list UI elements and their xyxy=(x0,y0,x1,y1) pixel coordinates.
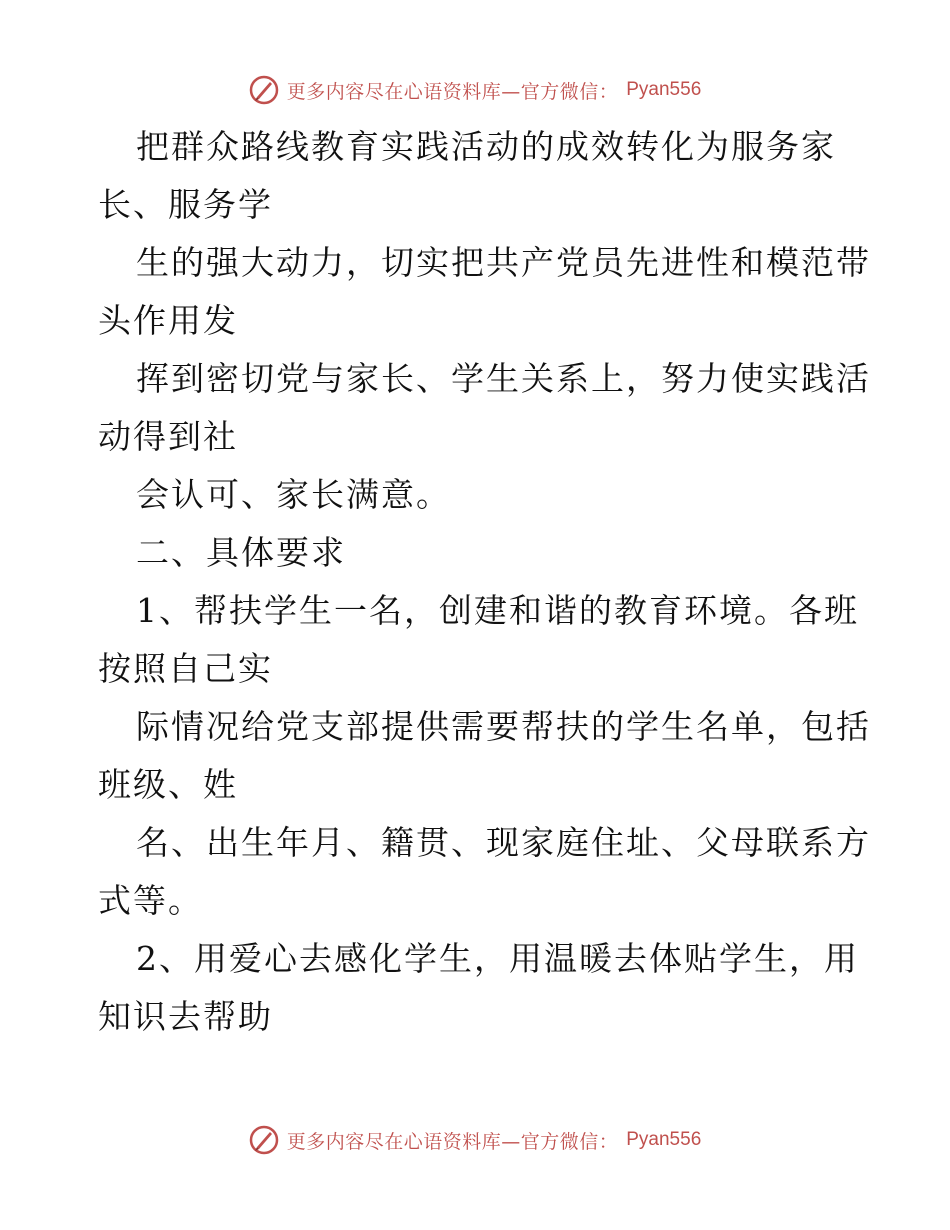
quill-logo-icon xyxy=(249,75,279,105)
text-line: 式等。 xyxy=(98,881,203,920)
watermark-text: 更多内容尽在心语资料库—官方微信： xyxy=(286,80,619,103)
text-line: 名、出生年月、籍贯、现家庭住址、父母联系方 xyxy=(136,823,871,862)
watermark-wechat-id: Pyan556 xyxy=(626,1129,702,1150)
quill-logo-icon xyxy=(249,1125,279,1155)
text-line: 动得到社 xyxy=(98,417,238,456)
text-line: 把群众路线教育实践活动的成效转化为服务家 xyxy=(136,127,836,166)
text-line: 长、服务学 xyxy=(98,185,273,224)
text-line: 知识去帮助 xyxy=(98,997,273,1036)
text-line: 际情况给党支部提供需要帮扶的学生名单，包括 xyxy=(136,707,871,746)
text-line: 按照自己实 xyxy=(98,649,273,688)
watermark-wechat-id: Pyan556 xyxy=(626,79,702,100)
section-heading: 二、具体要求 xyxy=(136,533,346,572)
text-line: 生的强大动力，切实把共产党员先进性和模范带 xyxy=(136,243,871,282)
text-line: 会认可、家长满意。 xyxy=(136,475,451,514)
text-line: 头作用发 xyxy=(98,301,238,340)
text-line: 1、帮扶学生一名，创建和谐的教育环境。各班 xyxy=(136,591,859,630)
footer-watermark xyxy=(0,1120,950,1160)
text-line: 挥到密切党与家长、学生关系上，努力使实践活 xyxy=(136,359,871,398)
text-line: 2、用爱心去感化学生，用温暖去体贴学生，用 xyxy=(136,939,859,978)
watermark-text: 更多内容尽在心语资料库—官方微信： xyxy=(286,1130,619,1153)
document-body xyxy=(98,118,871,1046)
header-watermark xyxy=(0,70,950,110)
text-line: 班级、姓 xyxy=(98,765,238,804)
